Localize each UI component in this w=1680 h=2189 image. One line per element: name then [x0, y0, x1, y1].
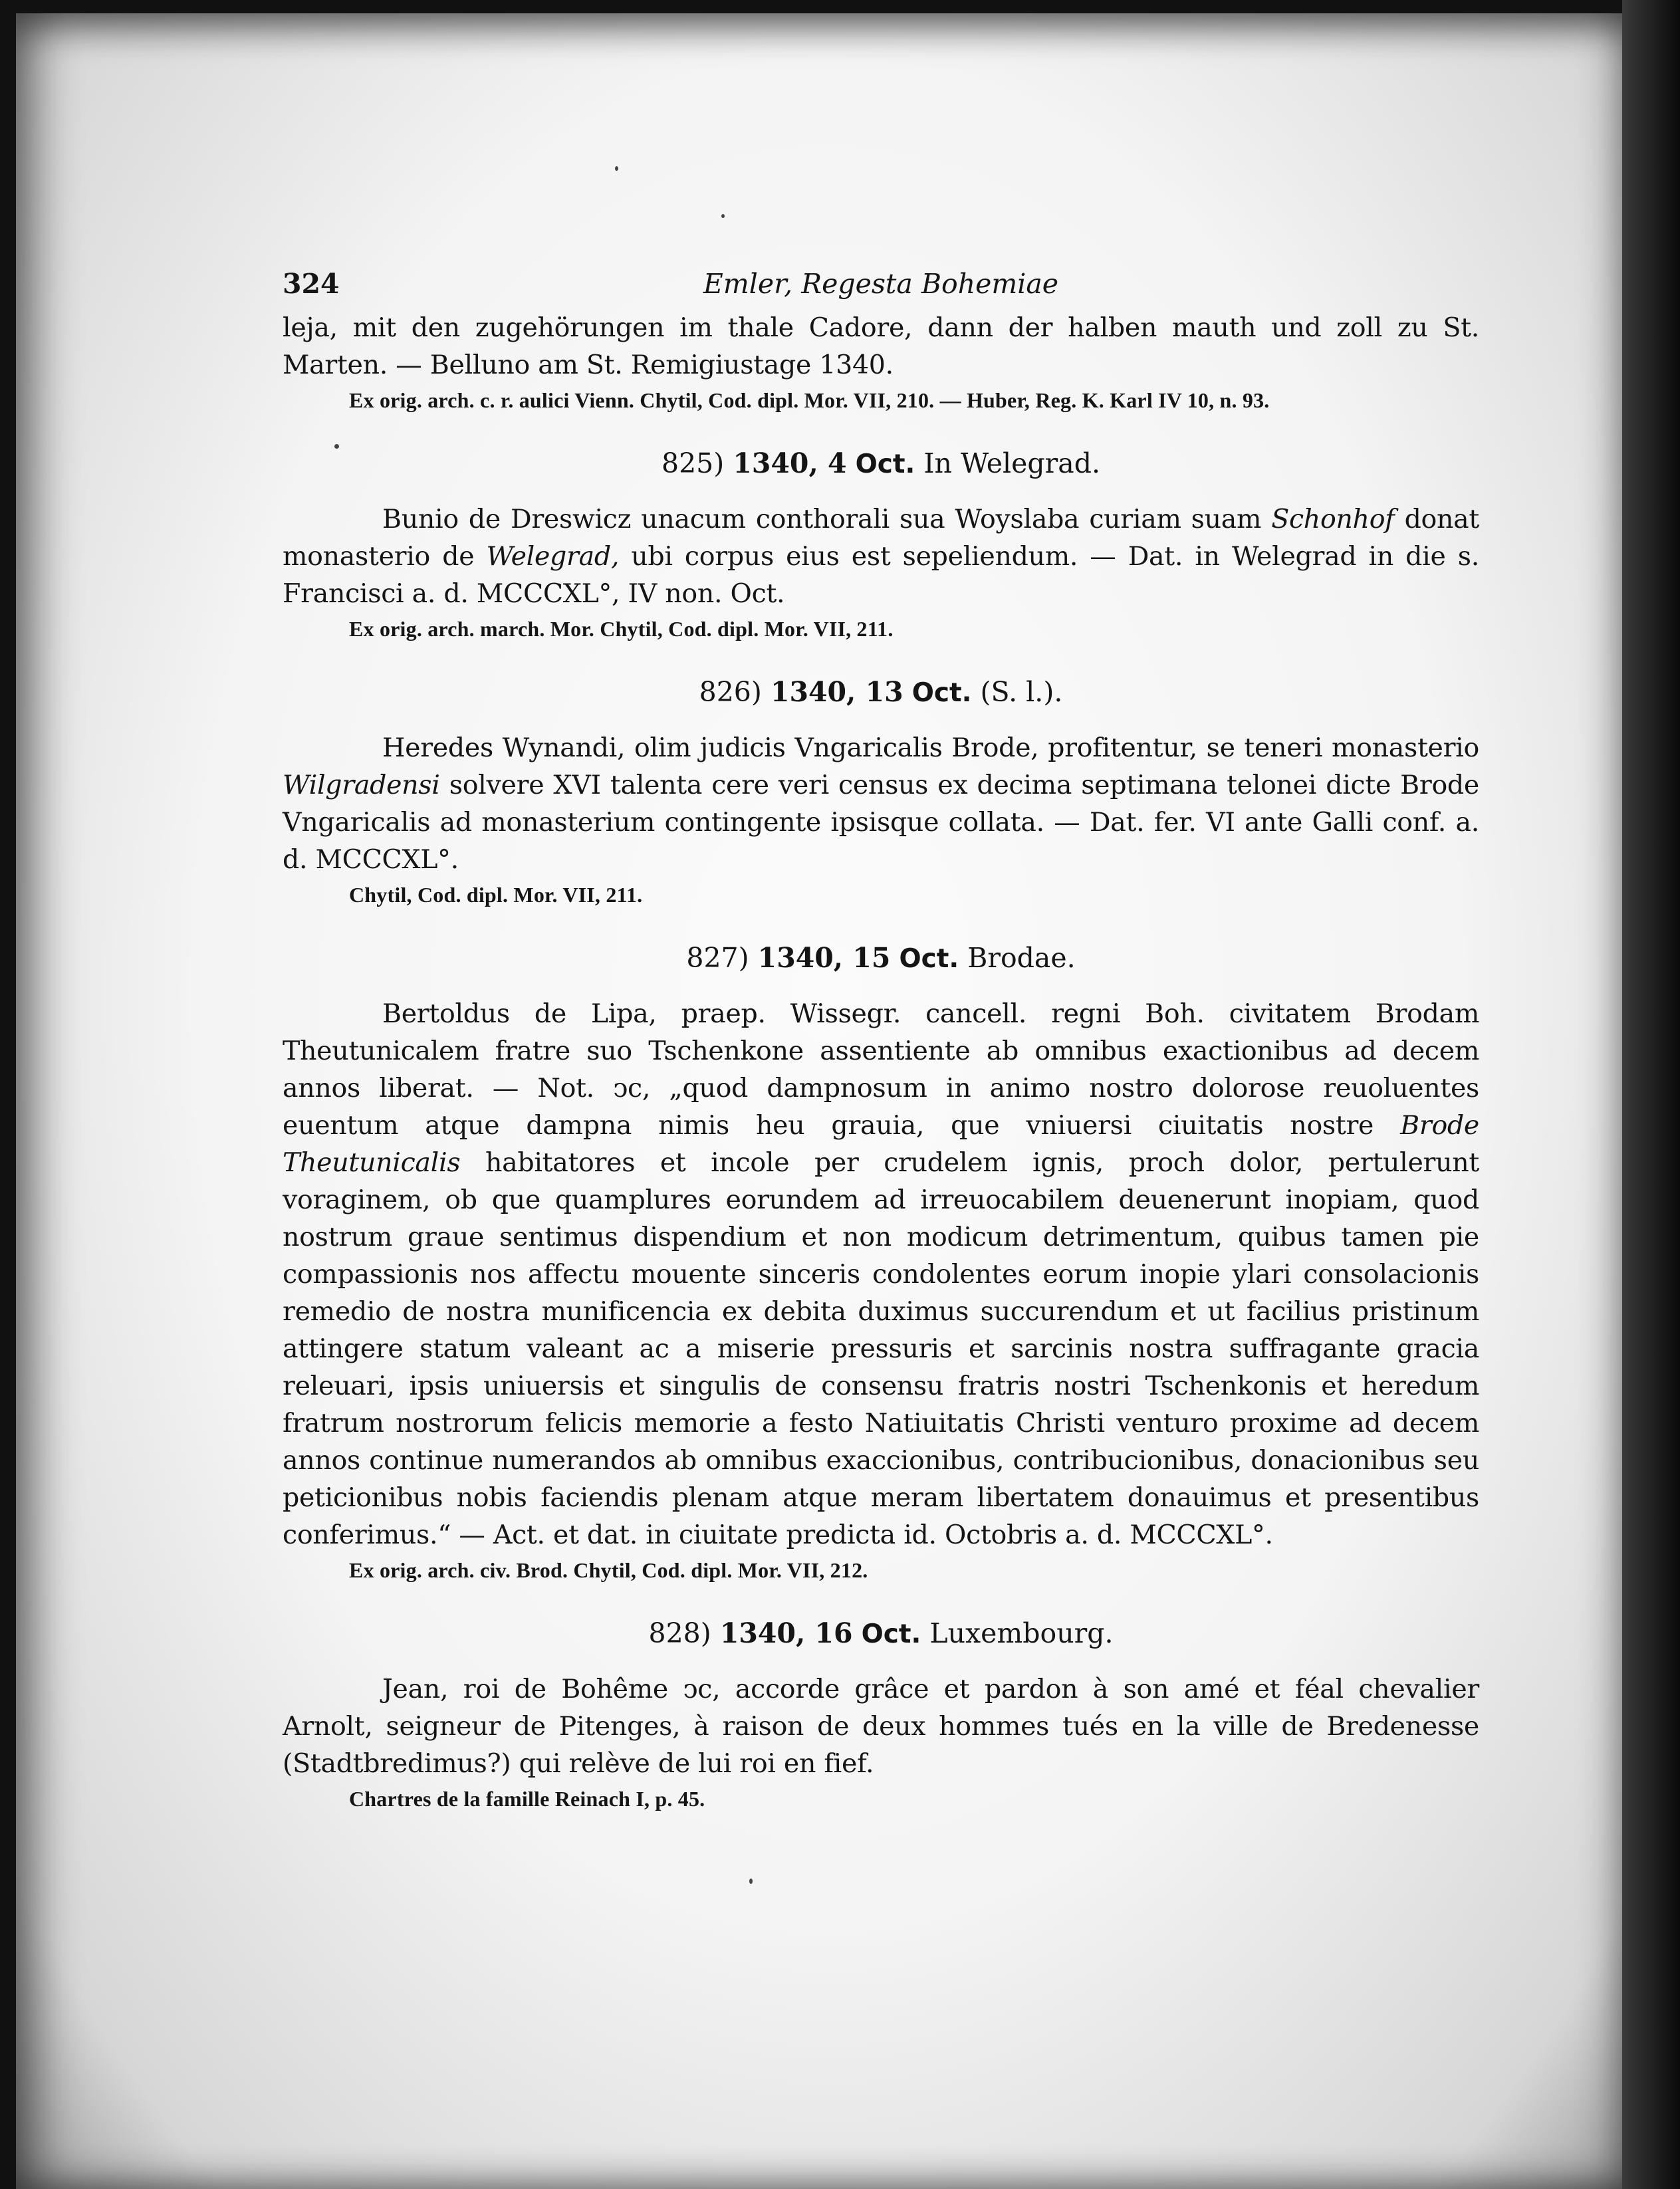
entry-italic-place: Brode Theutunicalis — [283, 1110, 1479, 1178]
carryover-text: leja, mit den zugehörungen im thale Cadore, dann der halben mauth und zoll zu St. Marten. — Belluno am St. Remigiustage 1340. — [283, 312, 1479, 380]
entry-text-part: Bertoldus de Lipa, praep. Wissegr. cancell. regni Boh. civitatem Brodam Theutunicalem fratre suo Tschenkone assentiente ab omnibus exactionibus ad decem annos liberat. — Not. ↄc, „quod dampnosum in animo nostro dolorose reuoluentes euentum atque dampna nimis heu grauia, que vniuersi ciuitatis nostre — [283, 998, 1479, 1141]
entry-italic-place: Welegrad, — [486, 541, 620, 572]
entry-text-826 — [283, 729, 1479, 878]
scan-speck — [721, 214, 725, 218]
entry-date: 1340, 13 — [770, 676, 903, 708]
entry-month: Oct. — [861, 1619, 921, 1649]
entry-text-part: habitatores et incole per crudelem ignis, proch dolor, pertulerunt voraginem, ob que quamplures eorundem ad irreuocabilem deuenerunt inopiam, quod nostrum graue sentimus dispendium et non modicum detrimentum, quibus tamen pie compassionis nos affectu mouente sinceris condolentes eorum inopie ylari consolacionis remedio de nostra munificencia ex debita duximus succurendum et ut facilius pristinum attingere statum valeant ac a miserie pressuris et sarcinis nostra suffragante gracia releuari, ipsis uniuersis et singulis de consensu fratris nostri Tschenkonis et heredum fratrum nostrorum felicis memorie a festo Natiuitatis Christi venturo proxime ad decem annos continue numerandos ab omnibus exaccionibus, contribucionibus, donacionibus seu peticionibus nobis faciendis plenam atque meram libertatem donauimus et presentibus conferimus.“ — Act. et dat. in ciuitate predicta id. Octobris a. d. MCCCXL°. — [283, 1147, 1479, 1550]
carryover-source: Ex orig. arch. c. r. aulici Vienn. Chytil, Cod. dipl. Mor. VII, 210. — Huber, Reg. K. Karl IV 10, n. 93. — [349, 388, 1270, 412]
entry-month: Oct. — [911, 678, 972, 708]
entry-number: 827) — [686, 942, 749, 974]
entry-month: Oct. — [899, 944, 959, 974]
entry-italic-place: Schonhof — [1271, 504, 1395, 534]
scan-speck — [749, 1879, 753, 1884]
entry-source-828: Chartres de la famille Reinach I, p. 45. — [349, 1787, 705, 1811]
entry-heading-826 — [283, 673, 1479, 712]
running-title: Emler, Regesta Bohemiae — [703, 268, 1059, 300]
entry-month: Oct. — [855, 449, 915, 479]
entry-text-part: solvere XVI talenta cere veri census ex decima septimana telonei dicte Brode Vngaricalis ad monasterium contingente ipsisque collata. — Dat. fer. VI ante Galli conf. a. d. MCCCXL°. — [283, 770, 1479, 875]
entry-heading-828 — [283, 1615, 1479, 1653]
entry-source-825: Ex orig. arch. march. Mor. Chytil, Cod. dipl. Mor. VII, 211. — [349, 617, 894, 641]
entry-date: 1340, 4 — [733, 447, 847, 479]
entry-date: 1340, 16 — [719, 1617, 853, 1649]
entry-heading-827 — [283, 939, 1479, 978]
entry-date: 1340, 15 — [757, 942, 891, 974]
entry-place: In Welegrad. — [923, 447, 1100, 479]
scan-speck — [615, 166, 618, 171]
entry-source-826: Chytil, Cod. dipl. Mor. VII, 211. — [349, 883, 643, 907]
entry-text-part: Heredes Wynandi, olim judicis Vngaricalis Brode, profitentur, se teneri monasterio — [382, 733, 1479, 763]
entry-text-825 — [283, 501, 1479, 612]
entry-text-827 — [283, 995, 1479, 1554]
entry-place: Brodae. — [967, 942, 1076, 974]
entry-place: (S. l.). — [980, 676, 1063, 708]
entry-text-part: donat monasterio de — [283, 504, 1479, 572]
entry-number: 828) — [648, 1617, 711, 1649]
entry-italic-place: Wilgradensi — [283, 770, 440, 800]
page-number: 324 — [283, 268, 340, 300]
entry-text-828: Jean, roi de Bohême ↄc, accorde grâce et pardon à son amé et féal chevalier Arnolt, seigneur de Pitenges, à raison de deux hommes tués en la ville de Bredenesse (Stadtbredimus?) qui relève de lui roi en fief. — [283, 1674, 1479, 1779]
running-head — [283, 263, 1479, 309]
entry-place: Luxembourg. — [929, 1617, 1114, 1649]
entry-source-827: Ex orig. arch. civ. Brod. Chytil, Cod. dipl. Mor. VII, 212. — [349, 1558, 868, 1582]
entry-heading-825 — [283, 445, 1479, 483]
entry-text-part: Bunio de Dreswicz unacum conthorali sua Woyslaba curiam suam — [382, 504, 1262, 534]
scan-edge-shadow — [1622, 0, 1680, 2189]
entry-number: 826) — [699, 676, 762, 708]
page-content — [283, 263, 1479, 1814]
entry-number: 825) — [661, 447, 725, 479]
entry-text-part: ubi corpus eius est sepeliendum. — Dat. in Welegrad in die s. Francisci a. d. MCCCXL°, IV non. Oct. — [283, 541, 1479, 609]
